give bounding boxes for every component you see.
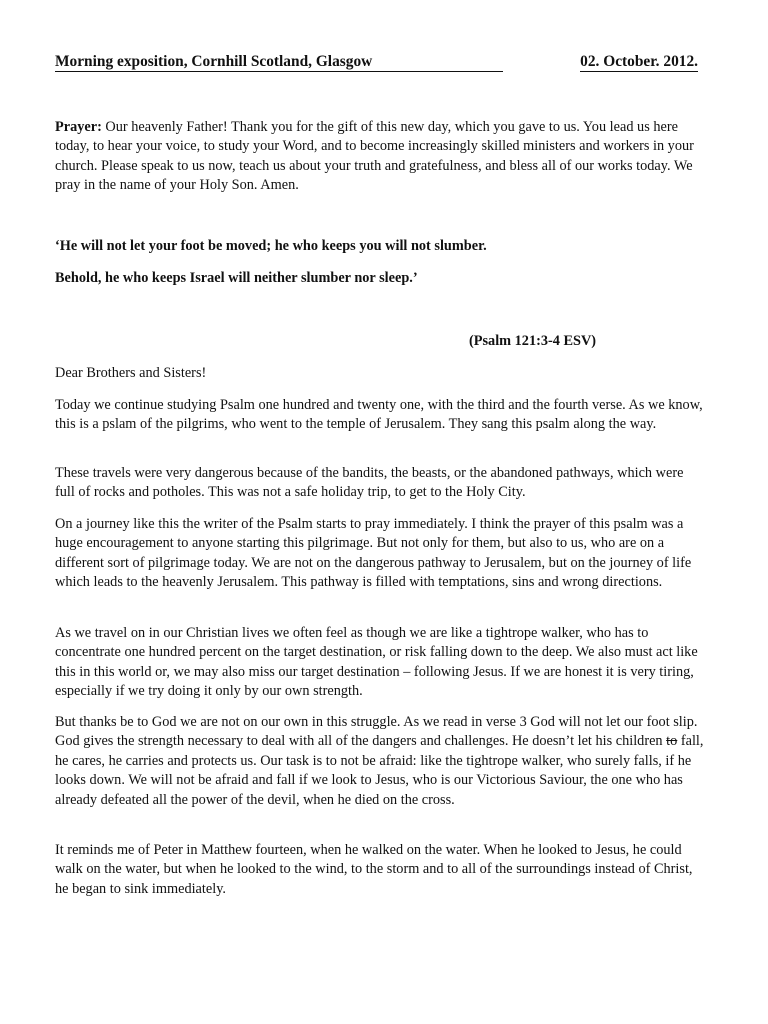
verse-line-2-text: Behold, he who keeps Israel will neither slumber nor sleep.’ [55, 270, 418, 286]
paragraph-6-text: It reminds me of Peter in Matthew fourteen, when he walked on the water. When he looked to Jesus, he could walk on the water, but when he looked to the wind, to the storm and to all of the surroundings instead of Christ, he began to sink immediately. [55, 842, 693, 897]
prayer-text: Our heavenly Father! Thank you for the gift of this new day, which you gave to us. You lead us here today, to hear your voice, to study your Word, and to become increasingly skilled ministers and workers in your church. Please speak to us now, teach us about your truth and gratefulness, and bless all of our works today. We pray in the name of your Holy Son. Amen. [55, 119, 694, 194]
salutation-text: Dear Brothers and Sisters! [55, 365, 207, 381]
verse-line-1-text: ‘He will not let your foot be moved; he who keeps you will not slumber. [55, 238, 487, 254]
prayer-label: Prayer: [55, 119, 102, 135]
verse-line-1 [55, 237, 705, 256]
verse-reference [469, 332, 669, 351]
paragraph-5-after: fall, he cares, he carries and protects us. Our task is to not be afraid: like the tightrope walker, who surely falls, if he looks down. We will not be afraid and fall if we look to Jesus, who is our Victorious Saviour, the one who has already defeated all the power of the devil, when he died on the cross. [55, 733, 704, 808]
struck-word: to [666, 733, 678, 750]
paragraph-1-text: Today we continue studying Psalm one hundred and twenty one, with the third and the fourth verse. As we know, this is a pslam of the pilgrims, who went to the temple of Jerusalem. They sang this psalm along the way. [55, 397, 703, 433]
paragraph-4 [55, 624, 705, 702]
header-date: 02. October. 2012. [580, 53, 698, 70]
paragraph-2-text: These travels were very dangerous because of the bandits, the beasts, or the abandoned pathways, which were full of rocks and potholes. This was not a safe holiday trip, to get to the Holy City. [55, 465, 684, 501]
paragraph-2 [55, 464, 705, 503]
paragraph-4-text: As we travel on in our Christian lives we often feel as though we are like a tightrope walker, who has to concentrate one hundred percent on the target destination, or risk falling down to the deep. We also must act like this in this world or, we may also miss our target destination – following Jesus. If we are honest it is very tiring, especially if we try doing it only by our own strength. [55, 625, 698, 700]
prayer-paragraph [55, 118, 705, 196]
verse-line-2 [55, 269, 705, 288]
header-title: Morning exposition, Cornhill Scotland, Glasgow [55, 53, 503, 72]
paragraph-5 [55, 713, 705, 810]
document-header [55, 53, 698, 72]
paragraph-5-before: But thanks be to God we are not on our own in this struggle. As we read in verse 3 God will not let our foot slip. God gives the strength necessary to deal with all of the dangers and challenges. He doesn’t let his children [55, 714, 698, 750]
paragraph-6 [55, 841, 705, 899]
verse-reference-text: (Psalm 121:3-4 ESV) [469, 333, 597, 349]
salutation [55, 364, 705, 383]
paragraph-1 [55, 396, 705, 435]
paragraph-3 [55, 515, 705, 593]
paragraph-3-text: On a journey like this the writer of the Psalm starts to pray immediately. I think the prayer of this psalm was a huge encouragement to anyone starting this pilgrimage. But not only for them, but also to us, who are on a different sort of pilgrimage today. We are not on the dangerous pathway to Jerusalem, but on the journey of life which leads to the heavenly Jerusalem. This pathway is filled with temptations, sins and wrong directions. [55, 516, 692, 591]
